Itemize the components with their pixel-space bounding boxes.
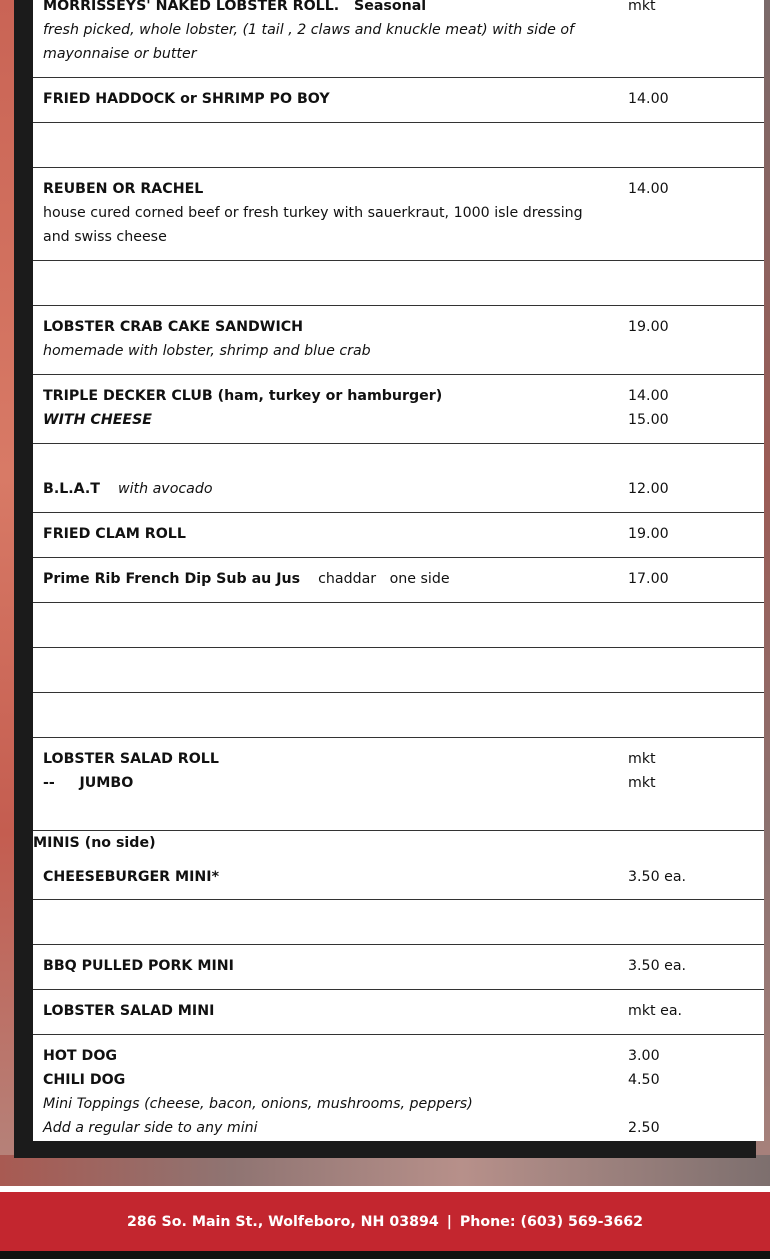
item-name: FRIED HADDOCK or SHRIMP PO BOY (43, 91, 330, 107)
item-variant: -- JUMBO (43, 775, 134, 791)
item-price: mkt ea. (628, 1003, 683, 1019)
item-variant: WITH CHEESE (43, 412, 152, 428)
footer-address: 286 So. Main St., Wolfeboro, NH 03894 (126, 1213, 439, 1230)
item-name: BBQ PULLED PORK MINI (43, 958, 234, 974)
item-price: 14.00 (628, 181, 669, 197)
item-price: 19.00 (628, 526, 669, 542)
menu-row (33, 168, 764, 261)
item-name: TRIPLE DECKER CLUB (ham, turkey or hamburger) (43, 388, 443, 404)
menu-row (33, 513, 764, 558)
item-name: Prime Rib French Dip Sub au Jus chaddar one side (43, 571, 450, 587)
item-price: 12.00 (628, 481, 669, 497)
toppings-note: Mini Toppings (cheese, bacon, onions, mushrooms, peppers) (43, 1096, 473, 1112)
item-price: 17.00 (628, 571, 669, 587)
background-left (0, 0, 14, 1190)
menu-table (33, 0, 764, 1141)
footer-bar (0, 1192, 770, 1251)
empty-row (33, 900, 764, 945)
item-price: 3.50 ea. (628, 958, 687, 974)
item-name: HOT DOG (43, 1048, 118, 1064)
section-heading: MINIS (no side) (33, 835, 156, 851)
item-price: 19.00 (628, 319, 669, 335)
item-price: 14.00 (628, 91, 669, 107)
item-price: 4.50 (628, 1072, 660, 1088)
item-price: 3.50 ea. (628, 869, 687, 885)
item-variant-price: 15.00 (628, 412, 669, 428)
item-description: homemade with lobster, shrimp and blue crab (43, 343, 371, 359)
menu-row (33, 990, 764, 1035)
footer-phone[interactable]: Phone: (603) 569-3662 (459, 1213, 643, 1230)
menu-row (33, 945, 764, 990)
item-name: MORRISSEYS' NAKED LOBSTER ROLL. Seasonal (43, 0, 427, 14)
item-description: house cured corned beef or fresh turkey with sauerkraut, 1000 isle dressing and swiss cheese (43, 205, 583, 245)
item-name: REUBEN OR RACHEL (43, 181, 204, 197)
item-name: CHILI DOG (43, 1072, 126, 1088)
menu-row (33, 78, 764, 123)
empty-row (33, 123, 764, 168)
empty-row (33, 648, 764, 693)
menu-row (33, 738, 764, 831)
menu-row (33, 1035, 764, 1141)
empty-row (33, 261, 764, 306)
add-side-note: Add a regular side to any mini (43, 1120, 258, 1136)
item-name: FRIED CLAM ROLL (43, 526, 186, 542)
footer-separator: | (446, 1213, 452, 1230)
item-note: chaddar one side (318, 571, 450, 587)
menu-row (33, 831, 764, 900)
add-side-price: 2.50 (628, 1120, 660, 1136)
item-tag: Seasonal (353, 0, 427, 14)
empty-row (33, 693, 764, 738)
item-price: 3.00 (628, 1048, 660, 1064)
menu-panel (14, 0, 756, 1158)
item-name: LOBSTER SALAD ROLL (43, 751, 219, 767)
empty-row (33, 603, 764, 648)
item-name: LOBSTER SALAD MINI (43, 1003, 215, 1019)
menu-row (33, 306, 764, 375)
menu-row (33, 375, 764, 444)
item-note: with avocado (118, 481, 213, 497)
item-price: mkt (628, 0, 656, 14)
menu-row (33, 558, 764, 603)
background-bottom (0, 1155, 770, 1190)
item-name: B.L.A.T with avocado (43, 481, 213, 497)
menu-row (33, 0, 764, 78)
footer-bottom-strip (0, 1251, 770, 1259)
item-price: mkt (628, 751, 656, 767)
item-variant-price: mkt (628, 775, 656, 791)
item-price: 14.00 (628, 388, 669, 404)
item-name: LOBSTER CRAB CAKE SANDWICH (43, 319, 304, 335)
item-description: fresh picked, whole lobster, (1 tail , 2 claws and knuckle meat) with side of mayonnaise or butter (43, 22, 575, 62)
menu-row (33, 444, 764, 513)
item-name: CHEESEBURGER MINI* (43, 869, 220, 885)
